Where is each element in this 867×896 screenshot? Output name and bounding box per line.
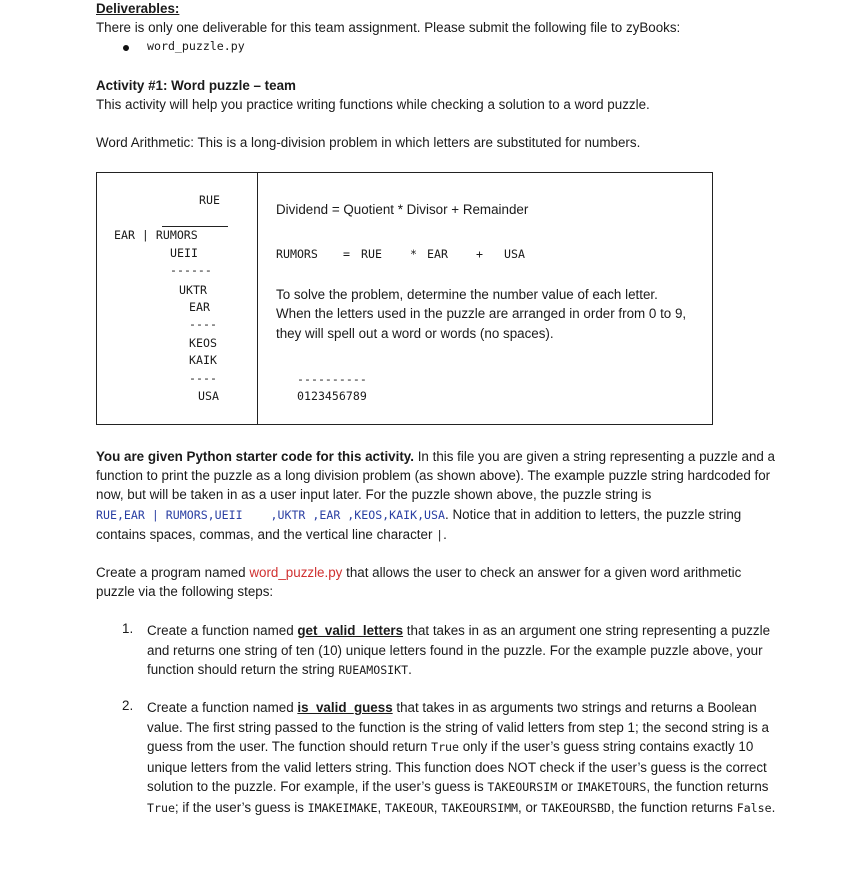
starter-text: . <box>443 526 447 542</box>
puzzle-quotient: RUE <box>199 193 220 207</box>
step-text: that takes in as an argument one string representing a puzzle and returns one string of ten (10) unique letters found in the puzzle. For the example puzzle above, your function should return the string <box>147 623 771 677</box>
division-bar <box>162 226 228 227</box>
code-value: TAKEOURSIMM <box>441 800 519 815</box>
code-value: True <box>431 740 460 754</box>
step-text: , or <box>518 799 542 815</box>
answer-digits: 0123456789 <box>297 389 367 403</box>
bullet-icon <box>123 45 129 51</box>
equation-quotient: RUE <box>361 247 382 261</box>
step-text: that takes in as arguments two strings and returns a Boolean value. The first string passed to the function is the string of valid letters from step 1; the second string is a guess from the user. The function should return <box>147 700 769 754</box>
starter-text: In this file you are given a string representing a puzzle and a function to print the puzzle as a long division problem (as shown above). The example puzzle string hardcoded for now, but will be taken in as a user input later. For the puzzle shown above, the puzzle string is <box>96 449 776 503</box>
code-value: IMAKETOURS <box>576 780 647 794</box>
code-value: False <box>736 800 772 815</box>
program-paragraph <box>96 563 776 601</box>
step-text: , <box>377 799 385 815</box>
formula-text: Dividend = Quotient * Divisor + Remainder <box>276 202 529 217</box>
word-arithmetic-text: Word Arithmetic: This is a long-division problem in which letters are substituted for numbers. <box>96 135 641 150</box>
puzzle-row: UEII <box>170 246 198 260</box>
activity-intro: This activity will help you practice writing functions while checking a solution to a word puzzle. <box>96 97 650 112</box>
step-text: . <box>408 662 412 677</box>
step-text: , <box>433 799 442 815</box>
step-text: ; if the user’s guess is <box>174 799 308 815</box>
program-text: Create a program named <box>96 565 250 580</box>
answer-dashes: ---------- <box>297 372 367 386</box>
puzzle-row: ---- <box>189 317 217 331</box>
step-text: only if the user’s guess string contains exactly 10 unique letters from the valid letters string. This function does NOT check if the user’s guess is the correct solution to the puzzle. For example, if the user’s guess is <box>147 739 767 794</box>
deliverable-file: word_puzzle.py <box>147 39 245 53</box>
activity-heading: Activity #1: Word puzzle – team <box>96 78 296 93</box>
function-name: get_valid_letters <box>297 623 404 638</box>
code-value: TAKEOUR <box>384 800 434 815</box>
deliverables-text: There is only one deliverable for this team assignment. Please submit the following file to zyBooks: <box>96 20 681 35</box>
code-value: True <box>147 800 175 815</box>
step-1 <box>147 621 777 681</box>
function-name: is_valid_guess <box>297 700 393 715</box>
step-text: , the function returns <box>610 799 737 815</box>
code-value: TAKEOURSBD <box>541 800 611 815</box>
code-value: IMAKEIMAKE <box>307 800 378 815</box>
puzzle-table-divider <box>257 172 258 425</box>
step-text: . <box>771 799 776 815</box>
step-text: Create a function named <box>147 623 298 638</box>
puzzle-row: ------ <box>170 263 212 277</box>
solve-instructions: To solve the problem, determine the number value of each letter. When the letters used in the puzzle are arranged in order from 0 to 9, they will spell out a word or words (no spaces). <box>276 287 687 341</box>
starter-text: . Notice that in addition to letters, the puzzle string contains spaces, commas, and the vertical line character <box>96 506 742 542</box>
bar-character: | <box>436 527 444 542</box>
equation-dividend: RUMORS <box>276 247 318 261</box>
puzzle-row: USA <box>198 389 219 403</box>
puzzle-row: EAR <box>189 300 210 314</box>
puzzle-string: RUE,EAR | RUMORS,UEII ,UKTR ,EAR ,KEOS,KAIK,USA <box>96 507 446 522</box>
code-value: TAKEOURSIM <box>487 780 558 794</box>
step-number: 2. <box>122 698 134 713</box>
equation-divisor: EAR <box>427 247 448 261</box>
step-text: , the function returns <box>646 779 769 794</box>
equation-equals: = <box>343 247 350 261</box>
code-value: RUEAMOSIKT <box>338 663 409 677</box>
puzzle-row: UKTR <box>179 283 207 297</box>
equation-times: * <box>410 247 417 261</box>
puzzle-row: ---- <box>189 371 217 385</box>
puzzle-row: KEOS <box>189 336 217 350</box>
puzzle-divisor-line: EAR | RUMORS <box>114 228 198 242</box>
equation-remainder: USA <box>504 247 525 261</box>
step-text: Create a function named <box>147 700 298 715</box>
step-2 <box>147 698 777 818</box>
starter-paragraph <box>96 447 776 545</box>
starter-lead: You are given Python starter code for this activity. <box>96 449 414 464</box>
step-text: or <box>557 779 577 794</box>
program-file: word_puzzle.py <box>249 565 343 580</box>
program-text: that allows the user to check an answer for a given word arithmetic puzzle via the following steps: <box>96 565 742 600</box>
puzzle-row: KAIK <box>189 353 217 367</box>
step-number: 1. <box>122 621 134 636</box>
equation-plus: + <box>476 247 483 261</box>
deliverables-heading: Deliverables: <box>96 1 180 16</box>
